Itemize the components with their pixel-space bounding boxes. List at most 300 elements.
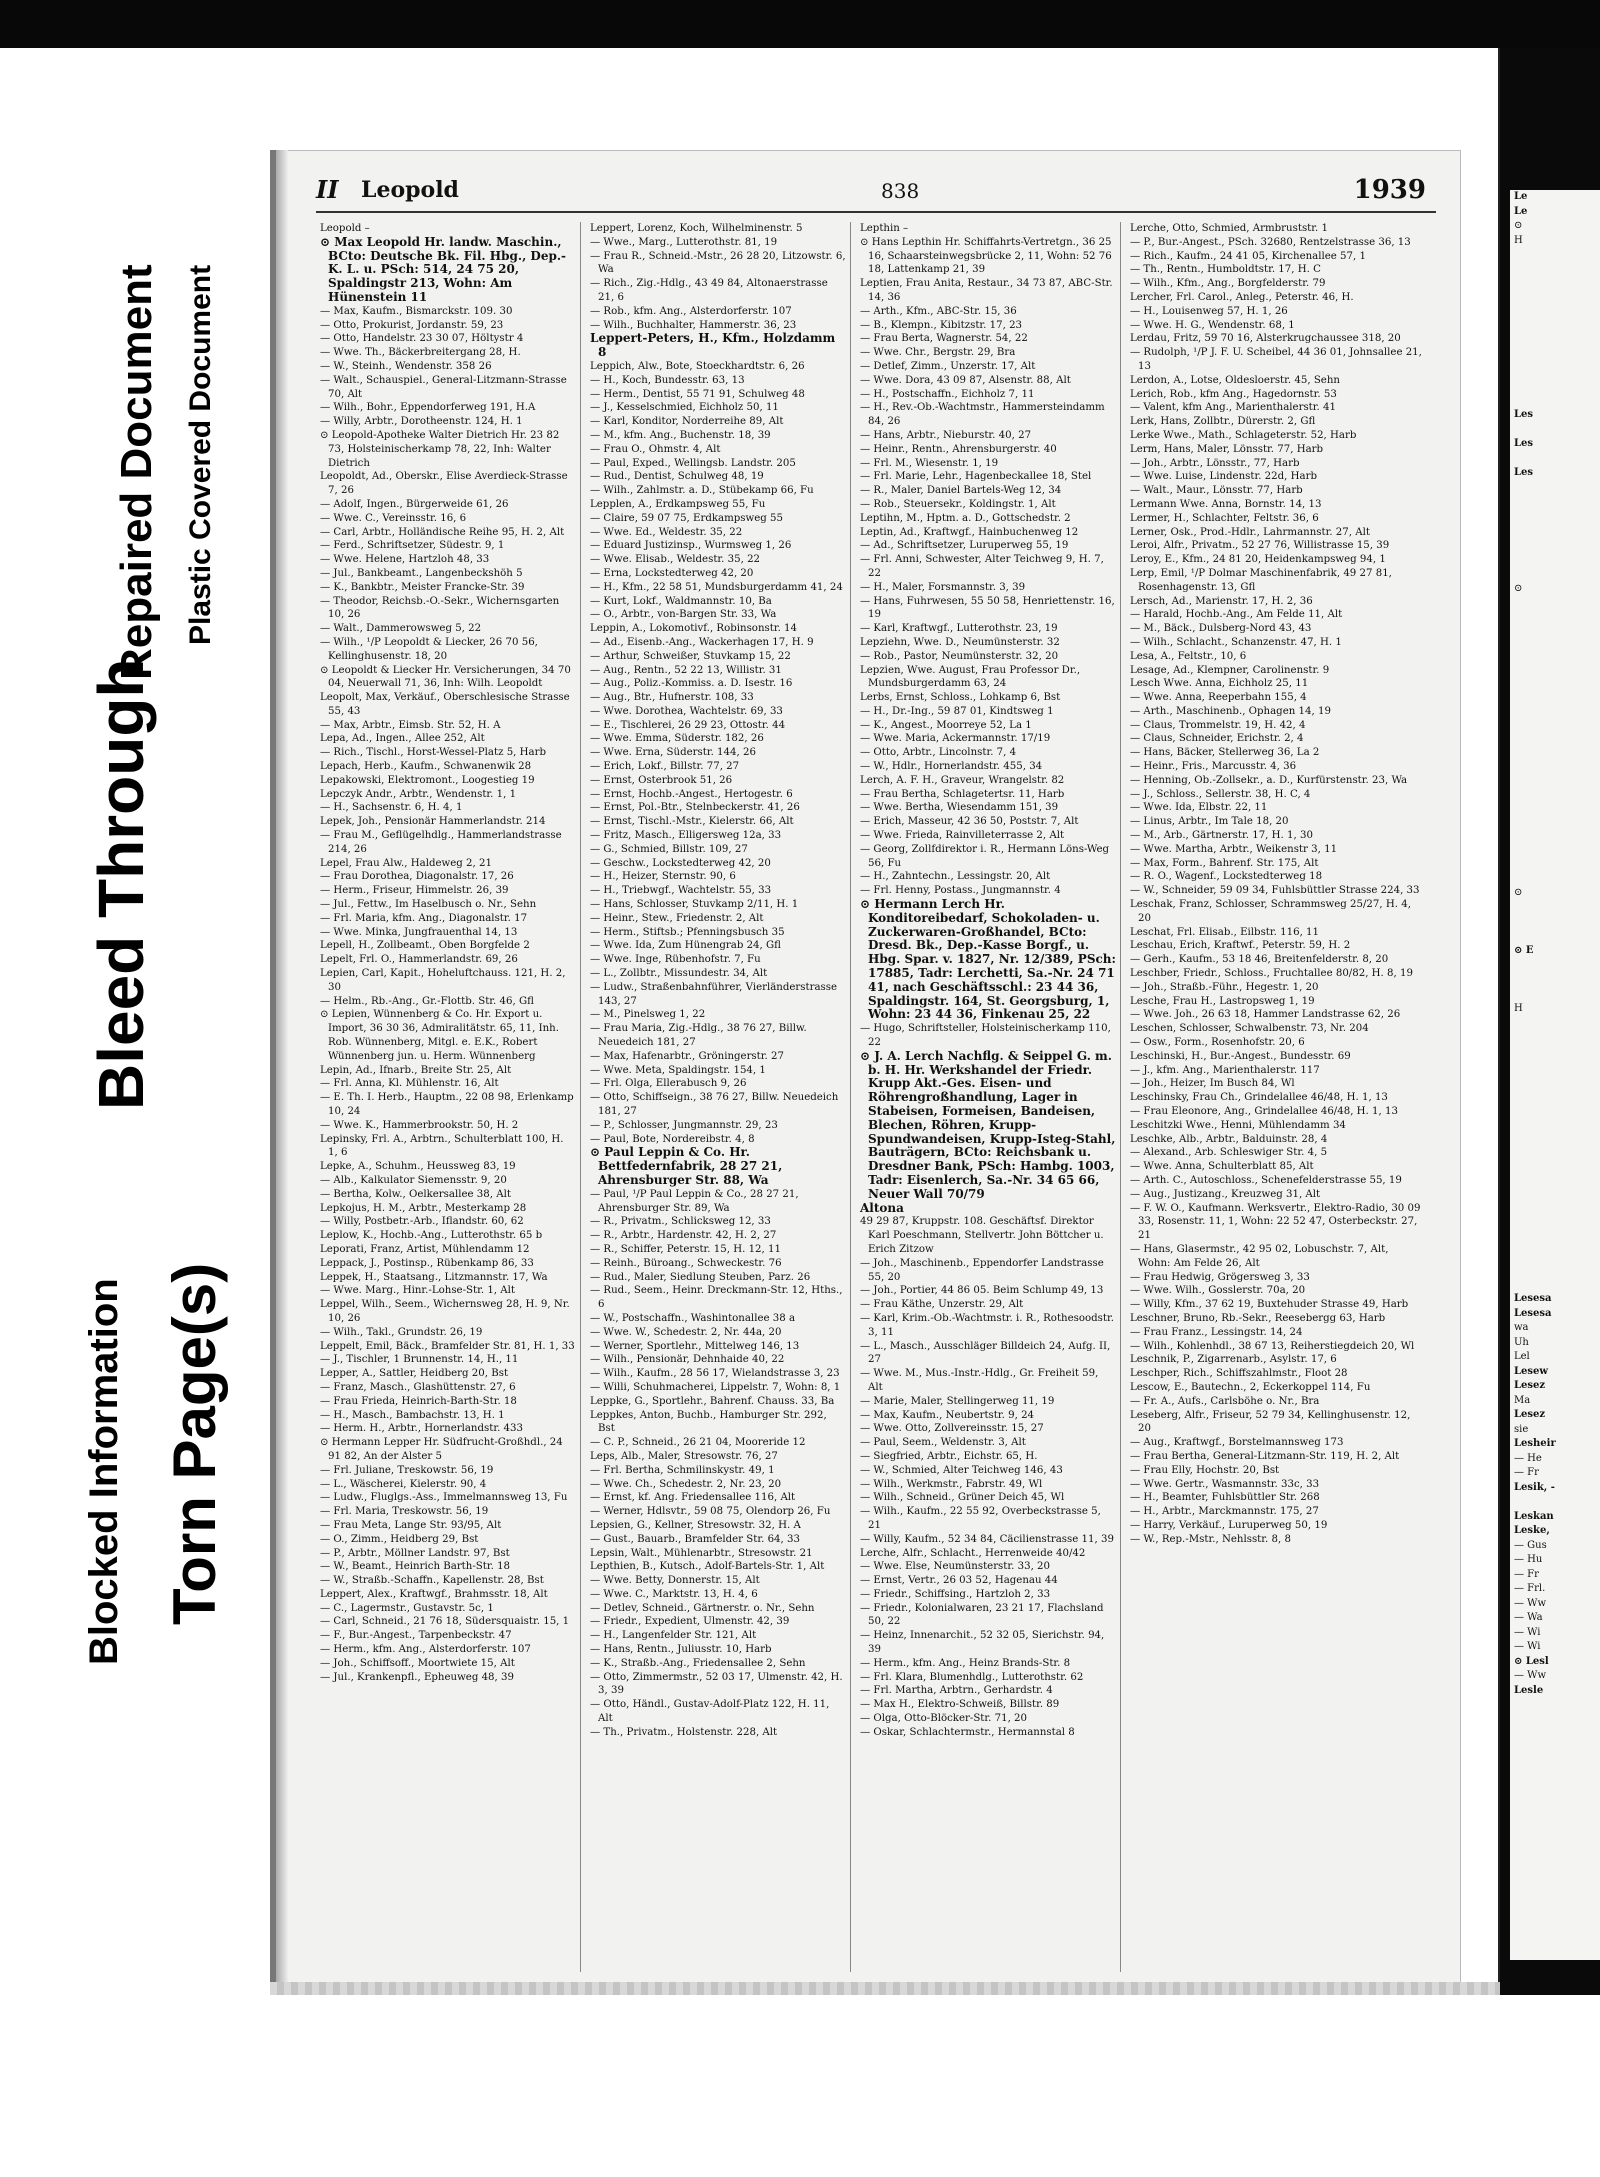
adjacent-page-line: Le xyxy=(1514,205,1528,217)
directory-entry: — H., Louisenweg 57, H. 1, 26 xyxy=(1130,305,1288,317)
directory-entry: — Wilh., Kaufm., 28 56 17, Wielandstrasse 3, 23 xyxy=(590,1368,840,1380)
directory-entry: — H., Beamter, Fuhlsbüttler Str. 268 xyxy=(1130,1492,1320,1504)
directory-entry: — Jul., Bankbeamt., Langenbeckshöh 5 xyxy=(320,567,523,579)
directory-entry: — Wwe. Joh., 26 63 18, Hammer Landstrasse 62, 26 xyxy=(1130,1009,1401,1021)
directory-entry: — Ernst, Osterbrook 51, 26 xyxy=(590,774,733,786)
directory-entry: Lerner, Osk., Prod.-Hdlr., Lahrmannstr. 27, Alt xyxy=(1130,526,1370,538)
directory-entry: — Ernst, Hochb.-Angest., Hertogestr. 6 xyxy=(590,788,793,800)
adjacent-page-line xyxy=(1510,828,1600,843)
directory-entry: Leroi, Alfr., Privatm., 52 27 76, Willistrasse 15, 39 xyxy=(1130,540,1390,552)
directory-entry: Lepelt, Frl. O., Hammerlandstr. 69, 26 xyxy=(320,954,518,966)
directory-entry: — Wwe. Betty, Donnerstr. 15, Alt xyxy=(590,1575,760,1587)
directory-entry: Lescow, E., Bautechn., 2, Eckerkoppel 114, Fu xyxy=(1130,1381,1371,1393)
directory-entry: Leppert-Peters, H., Kfm., Holzdamm 8 xyxy=(590,331,836,360)
adjacent-page-line xyxy=(1510,538,1600,553)
blank-area-bottom xyxy=(0,1995,1600,2177)
directory-entry: — Wwe. Th., Bäckerbreitergang 28, H. xyxy=(320,347,521,359)
directory-entry: — C., Lagermstr., Gustavstr. 5c, 1 xyxy=(320,1602,494,1614)
directory-entry: — Wilh., ¹/P Leopoldt & Liecker, 26 70 56, Kellinghusenstr. 18, 20 xyxy=(320,636,538,662)
directory-entry: — W., Steinh., Wendenstr. 358 26 xyxy=(320,360,492,372)
page-gutter xyxy=(1498,48,1500,2008)
directory-entry: Lesage, Ad., Klempner, Carolinenstr. 9 xyxy=(1130,664,1330,676)
directory-entry: — Wwe. Anna, Reeperbahn 155, 4 xyxy=(1130,692,1307,704)
directory-entry: — J., Kesselschmied, Eichholz 50, 11 xyxy=(590,402,779,414)
directory-entry: — Wwe. Erna, Süderstr. 144, 26 xyxy=(590,747,756,759)
directory-entry: — Frl. Olga, Ellerabusch 9, 26 xyxy=(590,1078,747,1090)
adjacent-page-line: — He xyxy=(1514,1452,1542,1464)
directory-entry: — Wwe., Marg., Lutterothstr. 81, 19 xyxy=(590,236,778,248)
directory-entry: Lersch, Ad., Marienstr. 17, H. 2, 36 xyxy=(1130,595,1313,607)
column-1 xyxy=(316,222,581,1972)
directory-entry: — H., Postschaffn., Eichholz 7, 11 xyxy=(860,388,1035,400)
directory-entry: — Reinh., Büroang., Schweckestr. 76 xyxy=(590,1257,782,1269)
directory-entry: ⊙ J. A. Lerch Nachflg. & Seippel G. m. b. H. Hr. Werkshandel der Friedr. Krupp Akt.-Ges. Eisen- und Röhrengroßhandlung, Lager in Stabeisen, Formeisen, Bandeisen, Blechen, Röhren, Krupp-Spundwandeisen, Krupp-Isteg-Stahl, Bauträgern, BCto: Reichsbank u. Dresdner Bank, PSch: Hambg. 1003, Tadr: Eisenlerch, Sa.-Nr. 34 65 66, Neuer Wall 70/79 xyxy=(860,1048,1116,1201)
directory-entry: — Wwe. Ch., Schedestr. 2, Nr. 23, 20 xyxy=(590,1478,782,1490)
directory-entry: — Herm., kfm. Ang., Alsterdorferstr. 107 xyxy=(320,1644,531,1656)
directory-entry: Altona xyxy=(860,1200,904,1215)
directory-entry: — Frau Hedwig, Grögersweg 3, 33 xyxy=(1130,1271,1310,1283)
directory-entry: — H., Triebwgf., Wachtelstr. 55, 33 xyxy=(590,885,772,897)
adjacent-page-line xyxy=(1510,1075,1600,1090)
directory-entry: Lerche, Otto, Schmied, Armbruststr. 1 xyxy=(1130,223,1328,234)
directory-entry: — B., Klempn., Kibitzstr. 17, 23 xyxy=(860,319,1023,331)
directory-entry: — Rob., Steuersekr., Koldingstr. 1, Alt xyxy=(860,498,1056,510)
directory-entry: — Walt., Schauspiel., General-Litzmann-Strasse 70, Alt xyxy=(320,374,567,400)
directory-entry: — Heinr., Fris., Marcusstr. 4, 36 xyxy=(1130,761,1297,773)
directory-entry: — Willi, Schuhmacherei, Lippelstr. 7, Wohn: 8, 1 xyxy=(590,1381,841,1393)
adjacent-page-line xyxy=(1510,321,1600,336)
directory-entry: Lepa, Ad., Ingen., Allee 252, Alt xyxy=(320,733,485,745)
directory-entry: Leppek, H., Staatsang., Litzmannstr. 17, Wa xyxy=(320,1271,548,1283)
directory-entry: — Frl. Anna, Kl. Mühlenstr. 16, Alt xyxy=(320,1078,499,1090)
adjacent-page-line xyxy=(1510,596,1600,611)
directory-entry: — Frau Meta, Lange Str. 93/95, Alt xyxy=(320,1519,502,1531)
directory-entry: — Ernst, Tischl.-Mstr., Kielerstr. 66, Alt xyxy=(590,816,794,828)
adjacent-page-line xyxy=(1510,1176,1600,1191)
adjacent-page-line xyxy=(1510,1031,1600,1046)
directory-entry: — Wwe. Else, Neumünsterstr. 33, 20 xyxy=(860,1561,1051,1573)
column-2 xyxy=(586,222,851,1972)
directory-entry: Leseberg, Alfr., Friseur, 52 79 34, Kellinghusenstr. 12, 20 xyxy=(1130,1409,1411,1435)
directory-entry: Lesche, Frau H., Lastropsweg 1, 19 xyxy=(1130,995,1315,1007)
adjacent-page-line xyxy=(1510,1205,1600,1220)
directory-entry: ⊙ Max Leopold Hr. landw. Maschin., BCto: Deutsche Bk. Fil. Hbg., Dep.-K. L. u. PSch: 514, 24 75 20, Spaldingstr 213, Wohn: Am Hünenstein 11 xyxy=(320,234,567,304)
directory-entry: — Wwe. Bertha, Wiesendamm 151, 39 xyxy=(860,802,1059,814)
directory-entry: — H., Koch, Bundesstr. 63, 13 xyxy=(590,374,745,386)
adjacent-page-line: — Gus xyxy=(1514,1539,1547,1551)
directory-entry: — Rudolph, ¹/P J. F. U. Scheibel, 44 36 01, Johnsallee 21, 13 xyxy=(1130,347,1422,372)
adjacent-page-line: Le xyxy=(1514,191,1528,202)
directory-entry: — Karl, Konditor, Norderreihe 89, Alt xyxy=(590,416,784,428)
adjacent-page-line xyxy=(1510,727,1600,742)
directory-entry: Leppack, J., Postinsp., Rübenkamp 86, 33 xyxy=(320,1257,534,1269)
directory-entry: Leschber, Friedr., Schloss., Fruchtallee 80/82, H. 8, 19 xyxy=(1130,968,1413,980)
directory-entry: — W., Hdlr., Hornerlandstr. 455, 34 xyxy=(860,761,1043,773)
directory-entry: Lepel, Frau Alw., Haldeweg 2, 21 xyxy=(320,857,492,869)
directory-entry: — Walt., Maur., Lönsstr. 77, Harb xyxy=(1130,485,1303,497)
adjacent-page-line: ⊙ xyxy=(1514,887,1523,898)
directory-entry: — Bertha, Kolw., Oelkersallee 38, Alt xyxy=(320,1188,511,1200)
directory-entry: — Wwe. Chr., Bergstr. 29, Bra xyxy=(860,347,1016,359)
directory-entry: — Rich., Kaufm., 24 41 05, Kirchenallee 57, 1 xyxy=(1130,250,1366,262)
directory-entry: — Arth., Kfm., ABC-Str. 15, 36 xyxy=(860,305,1017,317)
directory-entry: — P., Schlosser, Jungmannstr. 29, 23 xyxy=(590,1119,778,1131)
directory-entry: — K., Angest., Moorreye 52, La 1 xyxy=(860,719,1032,731)
adjacent-page-line: Ma xyxy=(1514,1394,1531,1406)
directory-entry: — R., Arbtr., Hardenstr. 42, H. 2, 27 xyxy=(590,1230,777,1242)
directory-entry: — Wwe. Luise, Lindenstr. 22d, Harb xyxy=(1130,471,1317,483)
adjacent-page-line: — Fr xyxy=(1514,1467,1539,1478)
directory-entry: — Wwe. Frieda, Rainvilleterrasse 2, Alt xyxy=(860,830,1065,842)
directory-entry: — Willy, Kaufm., 52 34 84, Cäcilienstrasse 11, 39 xyxy=(860,1533,1114,1545)
directory-entry: — Geschw., Lockstedterweg 42, 20 xyxy=(590,857,771,869)
directory-entry: — H., Arbtr., Marckmannstr. 175, 27 xyxy=(1130,1506,1319,1518)
directory-entry: Lerp, Emil, ¹/P Dolmar Maschinenfabrik, 49 27 81, Rosenhagenstr. 13, Gfl xyxy=(1130,567,1392,593)
directory-entry: — Alexand., Arb. Schleswiger Str. 4, 5 xyxy=(1130,1147,1328,1159)
adjacent-page-line xyxy=(1510,1263,1600,1278)
torn-page-edge xyxy=(270,1982,1500,1996)
directory-entry: — H., Zahntechn., Lessingstr. 20, Alt xyxy=(860,871,1051,883)
directory-entry: — Frl. Juliane, Treskowstr. 56, 19 xyxy=(320,1464,494,1476)
directory-entry: Leppert, Alex., Kraftwgf., Brahmsstr. 18, Alt xyxy=(320,1588,548,1600)
directory-entry: Lepach, Herb., Kaufm., Schwanenwik 28 xyxy=(320,761,532,773)
adjacent-page-line: Lesez xyxy=(1514,1380,1546,1391)
directory-entry: Leopoldt, Ad., Oberskr., Elise Averdieck-Strasse 7, 26 xyxy=(320,471,568,497)
directory-entry: Lerdon, A., Lotse, Oldesloerstr. 45, Sehn xyxy=(1130,374,1340,386)
directory-entry: — Wilh., Kaufm., 22 55 92, Overbeckstrasse 5, 21 xyxy=(860,1506,1101,1531)
directory-entry: ⊙ Hans Lepthin Hr. Schiffahrts-Vertretgn., 36 25 16, Schaarsteinwegsbrücke 2, 11, Wohn: 52 76 18, Lattenkamp 21, 39 xyxy=(860,236,1112,276)
directory-entry: — Wilh., Kohlenhdl., 38 67 13, Reiherstiegdeich 20, Wl xyxy=(1130,1340,1415,1352)
directory-entry: — Harald, Hochb.-Ang., Am Felde 11, Alt xyxy=(1130,609,1343,621)
directory-entry: — H., Maler, Forsmannstr. 3, 39 xyxy=(860,581,1026,593)
adjacent-page-line: Les xyxy=(1514,466,1534,478)
directory-entry: — Herm., kfm. Ang., Heinz Brands-Str. 8 xyxy=(860,1657,1071,1669)
directory-entry: — Marie, Maler, Stellingerweg 11, 19 xyxy=(860,1395,1055,1407)
adjacent-page-line xyxy=(1510,988,1600,1003)
directory-entry: Lepthin – xyxy=(860,223,909,234)
directory-entry: — Walt., Dammerowsweg 5, 22 xyxy=(320,623,482,635)
directory-entry: — W., Rep.-Mstr., Nehlsstr. 8, 8 xyxy=(1130,1533,1291,1545)
page-binding-edge xyxy=(276,150,288,1990)
directory-entry: — Rud., Dentist, Schulweg 48, 19 xyxy=(590,471,764,483)
directory-entry: — Linus, Arbtr., Im Tale 18, 20 xyxy=(1130,816,1289,828)
directory-entry: — Ad., Schriftsetzer, Luruperweg 55, 19 xyxy=(860,540,1069,552)
directory-entry: Leppelt, Emil, Bäck., Bramfelder Str. 81, H. 1, 33 xyxy=(320,1340,575,1352)
directory-entry: ⊙ Lepien, Wünnenberg & Co. Hr. Export u. Import, 36 30 36, Admiralitätstr. 65, 11, Inh. Rob. Wünnenberg, Mitgl. e. E.K., Robert Wünnenberg jun. u. Herm. Wünnenberg xyxy=(320,1009,559,1062)
directory-entry: Lermer, H., Schlachter, Feltstr. 36, 6 xyxy=(1130,512,1319,524)
directory-entry: — Joh., Heizer, Im Busch 84, Wl xyxy=(1130,1078,1295,1090)
directory-entry: — R., Privatm., Schlicksweg 12, 33 xyxy=(590,1216,771,1228)
adjacent-page-line xyxy=(1510,1234,1600,1249)
directory-entry: Lesa, A., Feltstr., 10, 6 xyxy=(1130,650,1247,662)
directory-entry: — Heinr., Rentn., Ahrensburgerstr. 40 xyxy=(860,443,1057,455)
directory-entry: — Wwe. Marg., Hinr.-Lohse-Str. 1, Alt xyxy=(320,1285,515,1297)
directory-entry: — Hans, Arbtr., Nieburstr. 40, 27 xyxy=(860,429,1032,441)
adjacent-page-line xyxy=(1510,1191,1600,1206)
directory-entry: — W., Postschaffn., Washintonallee 38 a xyxy=(590,1312,796,1324)
adjacent-page-line: Lesew xyxy=(1514,1365,1548,1377)
directory-entry: — Frl. Anni, Schwester, Alter Teichweg 9, H. 7, 22 xyxy=(860,554,1104,579)
directory-entry: Lerich, Rob., kfm Ang., Hagedornstr. 53 xyxy=(1130,388,1337,400)
adjacent-page-line xyxy=(1510,1017,1600,1032)
adjacent-page-line xyxy=(1510,263,1600,278)
directory-entry: Lepek, Joh., Pensionär Hammerlandstr. 214 xyxy=(320,816,546,828)
directory-entry: — Frau Elly, Hochstr. 20, Bst xyxy=(1130,1464,1280,1476)
directory-entry: — Ernst, kf. Ang. Friedensallee 116, Alt xyxy=(590,1492,796,1504)
directory-entry: — Kurt, Lokf., Waldmannstr. 10, Ba xyxy=(590,595,772,607)
directory-entry: — Frl. Henny, Postass., Jungmannstr. 4 xyxy=(860,885,1061,897)
directory-entry: — Ludw., Straßenbahnführer, Vierländerstrasse 143, 27 xyxy=(590,981,838,1007)
directory-entry: — E., Tischlerei, 26 29 23, Ottostr. 44 xyxy=(590,719,786,731)
directory-entry: — Frau Bertha, General-Litzmann-Str. 119, H. 2, Alt xyxy=(1130,1450,1400,1462)
directory-entry: — Valent, kfm Ang., Marienthalerstr. 41 xyxy=(1130,402,1336,414)
adjacent-page-line: H xyxy=(1514,234,1523,246)
directory-entry: Leschau, Erich, Kraftwf., Peterstr. 59, H. 2 xyxy=(1130,940,1351,952)
adjacent-page-line xyxy=(1510,843,1600,858)
directory-entry: — Ernst, Pol.-Btr., Stelnbeckerstr. 41, 26 xyxy=(590,802,800,814)
adjacent-page-line: ⊙ Lesl xyxy=(1514,1655,1549,1667)
directory-entry: Lepthien, B., Kutsch., Adolf-Bartels-Str. 1, Alt xyxy=(590,1561,825,1573)
directory-entry: — F. W. O., Kaufmann. Werksvertr., Elektro-Radio, 30 09 33, Rosenstr. 11, 1, Wohn: 22 52 47, Osterbeckstr. 27, 21 xyxy=(1130,1202,1421,1242)
directory-entry: — Fritz, Masch., Elligersweg 12a, 33 xyxy=(590,830,782,842)
directory-entry: — Wilh., Zahlmstr. a. D., Stübekamp 66, Fu xyxy=(590,485,814,497)
directory-entry: — Wwe. C., Marktstr. 13, H. 4, 6 xyxy=(590,1588,758,1600)
directory-entry: — Herm. H., Arbtr., Hornerlandstr. 433 xyxy=(320,1423,524,1435)
directory-entry: — Frau Eleonore, Ang., Grindelallee 46/48, H. 1, 13 xyxy=(1130,1106,1398,1117)
adjacent-page-line xyxy=(1510,509,1600,524)
directory-entry: — Wwe. M., Mus.-Instr.-Hdlg., Gr. Freiheit 59, Alt xyxy=(860,1368,1099,1393)
directory-entry: Leschnik, P., Zigarrenarb., Asylstr. 17, 6 xyxy=(1130,1354,1337,1366)
directory-entry: — Otto, Schiffseign., 38 76 27, Billw. Neuedeich 181, 27 xyxy=(590,1092,839,1117)
directory-entry: — Otto, Handelstr. 23 30 07, Höltystr 4 xyxy=(320,333,524,345)
directory-entry: — Hans, Rentn., Juliusstr. 10, Harb xyxy=(590,1644,772,1656)
adjacent-page-line: — Wa xyxy=(1514,1612,1543,1623)
adjacent-page-line xyxy=(1510,1220,1600,1235)
directory-entry: — Wilh., Kfm., Ang., Borgfelderstr. 79 xyxy=(1130,278,1326,290)
directory-entry: Lepsin, Walt., Mühlenarbtr., Stresowstr. 21 xyxy=(590,1547,813,1559)
directory-entry: — Wwe. Elisab., Weldestr. 35, 22 xyxy=(590,554,761,566)
directory-entry: — Wilh., Schneid., Grüner Deich 45, Wl xyxy=(860,1492,1065,1504)
directory-entry: — Olga, Otto-Blöcker-Str. 71, 20 xyxy=(860,1713,1028,1725)
directory-entry: — Frl. Klara, Blumenhdlg., Lutterothstr. 62 xyxy=(860,1671,1084,1683)
directory-entry: Leppin, A., Lokomotivf., Robinsonstr. 14 xyxy=(590,623,798,635)
directory-entry: — Wwe. W., Schedestr. 2, Nr. 44a, 20 xyxy=(590,1326,782,1338)
directory-entry: — Otto, Prokurist, Jordanstr. 59, 23 xyxy=(320,319,504,331)
directory-year: 1939 xyxy=(1353,175,1426,205)
directory-entry: — Jul., Krankenpfl., Epheuweg 48, 39 xyxy=(320,1671,514,1683)
directory-entry: Leopolt, Max, Verkäuf., Oberschlesische Strasse 55, 43 xyxy=(320,692,570,717)
directory-entry: — Detlev, Schneid., Gärtnerstr. o. Nr., Sehn xyxy=(590,1602,815,1614)
directory-entry: — Joh., Arbtr., Lönsstr., 77, Harb xyxy=(1130,457,1300,469)
directory-entry: — Willy, Arbtr., Dorotheenstr. 124, H. 1 xyxy=(320,416,523,428)
directory-entry: Lepakowski, Elektromont., Loogestieg 19 xyxy=(320,774,535,786)
directory-entry: — Hans, Glasermstr., 42 95 02, Lobuschstr. 7, Alt, Wohn: Am Felde 26, Alt xyxy=(1130,1243,1389,1269)
directory-entry: Leptihn, M., Hptm. a. D., Gottschedstr. 2 xyxy=(860,512,1071,524)
directory-entry: Leppert, Lorenz, Koch, Wilhelminenstr. 5 xyxy=(590,223,803,234)
directory-entry: Lerke Wwe., Math., Schlageterstr. 52, Harb xyxy=(1130,429,1357,441)
adjacent-page-line xyxy=(1510,683,1600,698)
directory-entry: — Frl. Martha, Arbtrn., Gerhardstr. 4 xyxy=(860,1685,1053,1697)
directory-entry: — Wwe. Gertr., Wasmannstr. 33c, 33 xyxy=(1130,1478,1320,1490)
label-repaired-document: Repaired Document xyxy=(112,264,161,680)
directory-entry: — Aug., Poliz.-Kommiss. a. D. Isestr. 16 xyxy=(590,678,793,690)
directory-entry: — Frau Frieda, Heinrich-Barth-Str. 18 xyxy=(320,1395,517,1407)
adjacent-page-line xyxy=(1510,1118,1600,1133)
directory-entry: — O., Arbtr., von-Bargen Str. 33, Wa xyxy=(590,609,777,621)
directory-entry: — Max, Kaufm., Neubertstr. 9, 24 xyxy=(860,1409,1035,1421)
directory-entry: — H., Dr.-Ing., 59 87 01, Kindtsweg 1 xyxy=(860,705,1054,717)
directory-entry: Lepin, Ad., Ifnarb., Breite Str. 25, Alt xyxy=(320,1064,512,1076)
directory-entry: — H., Rev.-Ob.-Wachtmstr., Hammersteindamm 84, 26 xyxy=(860,402,1105,428)
directory-entry: — J., Schloss., Sellerstr. 38, H. C, 4 xyxy=(1130,788,1311,800)
adjacent-page-line xyxy=(1510,393,1600,408)
directory-entry: — Karl, Kraftwgf., Lutterothstr. 23, 19 xyxy=(860,623,1058,635)
adjacent-page-line xyxy=(1510,379,1600,394)
directory-entry: — Franz, Masch., Glashüttenstr. 27, 6 xyxy=(320,1381,516,1393)
adjacent-page-line xyxy=(1510,567,1600,582)
directory-entry: — Frau R., Schneid.-Mstr., 26 28 20, Litzowstr. 6, Wa xyxy=(590,250,846,276)
adjacent-page-line xyxy=(1510,1060,1600,1075)
directory-entry: Leschak, Franz, Schlosser, Schrammsweg 25/27, H. 4, 20 xyxy=(1130,899,1411,924)
directory-entry: — Claire, 59 07 75, Erdkampsweg 55 xyxy=(590,512,783,524)
directory-entry: — F., Bur.-Angest., Tarpenbeckstr. 47 xyxy=(320,1630,512,1642)
directory-entry: — Max, Kaufm., Bismarckstr. 109. 30 xyxy=(320,305,513,317)
directory-entry: — Arth., Maschinenb., Ophagen 14, 19 xyxy=(1130,705,1331,717)
adjacent-page-line xyxy=(1510,1147,1600,1162)
adjacent-page-fragment xyxy=(1510,190,1600,1960)
adjacent-page-line xyxy=(1510,654,1600,669)
header-keyword: Leopold xyxy=(361,177,459,203)
directory-entry: — Frau Bertha, Schlagetertsr. 11, Harb xyxy=(860,788,1065,800)
directory-entry: — Rud., Seem., Heinr. Dreckmann-Str. 12, Hths., 6 xyxy=(590,1285,843,1311)
directory-entry: Lerbs, Ernst, Schloss., Lohkamp 6, Bst xyxy=(860,692,1061,704)
directory-entry: — Arth. C., Autoschloss., Schenefelderstrasse 55, 19 xyxy=(1130,1174,1402,1186)
adjacent-page-line xyxy=(1510,480,1600,495)
directory-entry: Leopold – xyxy=(320,223,370,234)
directory-entry: — M., kfm. Ang., Buchenstr. 18, 39 xyxy=(590,429,771,441)
directory-entry: — Werner, Hdlsvtr., 59 08 75, Olendorp 26, Fu xyxy=(590,1506,831,1518)
adjacent-page-line xyxy=(1510,1133,1600,1148)
directory-entry: — Georg, Zollfdirektor i. R., Hermann Löns-Weg 56, Fu xyxy=(860,843,1110,869)
directory-entry: — M., Arb., Gärtnerstr. 17, H. 1, 30 xyxy=(1130,830,1313,842)
directory-entry: — Wwe. Otto, Zollvereinsstr. 15, 27 xyxy=(860,1423,1044,1435)
directory-entry: Lepper, A., Sattler, Heidberg 20, Bst xyxy=(320,1368,509,1380)
directory-entry: — Theodor, Reichsb.-O.-Sekr., Wichernsgarten 10, 26 xyxy=(320,595,560,621)
directory-entry: — Jul., Fettw., Im Haselbusch o. Nr., Sehn xyxy=(320,899,537,911)
directory-entry: — Joh., Portier, 44 86 05. Beim Schlump 49, 13 xyxy=(860,1285,1104,1297)
directory-entry: — Frl. Maria, kfm. Ang., Diagonalstr. 17 xyxy=(320,912,528,924)
adjacent-page-line: wa xyxy=(1514,1322,1529,1333)
adjacent-page-line: — Fr xyxy=(1514,1568,1539,1580)
directory-entry: — W., Schmied, Alter Teichweg 146, 43 xyxy=(860,1464,1063,1476)
adjacent-page-line xyxy=(1510,524,1600,539)
directory-entry: — Hugo, Schriftsteller, Holsteinischerkamp 110, 22 xyxy=(860,1023,1111,1049)
directory-entry: — J., kfm. Ang., Marienthalerstr. 117 xyxy=(1130,1064,1320,1076)
directory-entry: Lerdau, Fritz, 59 70 16, Alsterkrugchaussee 318, 20 xyxy=(1130,333,1401,345)
adjacent-page-line: Les xyxy=(1514,437,1534,449)
directory-entry: — Rob., kfm. Ang., Alsterdorferstr. 107 xyxy=(590,305,792,317)
directory-entry: — Wwe. Dora, 43 09 87, Alsenstr. 88, Alt xyxy=(860,374,1071,386)
directory-entry: — Harry, Verkäuf., Luruperweg 50, 19 xyxy=(1130,1519,1328,1531)
directory-entry: — Ad., Eisenb.-Ang., Wackerhagen 17, H. 9 xyxy=(590,636,814,648)
directory-entry: — Henning, Ob.-Zollsekr., a. D., Kurfürstenstr. 23, Wa xyxy=(1130,774,1408,786)
directory-entry: — Wilh., Schlacht., Schanzenstr. 47, H. 1 xyxy=(1130,636,1342,648)
directory-entry: — Aug., Justizang., Kreuzweg 31, Alt xyxy=(1130,1188,1321,1200)
adjacent-page-line xyxy=(1510,364,1600,379)
adjacent-page-line xyxy=(1510,1278,1600,1293)
directory-entry: — Wwe. Meta, Spaldingstr. 154, 1 xyxy=(590,1064,766,1076)
directory-entry: — Frau Maria, Zig.-Hdlg., 38 76 27, Billw. Neuedeich 181, 27 xyxy=(590,1023,807,1049)
adjacent-page-line: — Wi xyxy=(1514,1626,1541,1638)
directory-entry: — Gerh., Kaufm., 53 18 46, Breitenfelderstr. 8, 20 xyxy=(1130,954,1389,966)
directory-entry: — Heinr., Stew., Friedenstr. 2, Alt xyxy=(590,912,764,924)
adjacent-page-line xyxy=(1510,292,1600,307)
page-header xyxy=(316,175,1436,213)
adjacent-page-line xyxy=(1510,857,1600,872)
directory-entry: Lepzien, Wwe. August, Frau Professor Dr., Mundsburgerdamm 63, 24 xyxy=(860,664,1081,690)
directory-entry: ⊙ Leopoldt & Liecker Hr. Versicherungen, 34 70 04, Neuerwall 71, 36, Inh: Wilh. Leopoldt xyxy=(320,664,571,690)
directory-entry: — C. P., Schneid., 26 21 04, Mooreride 12 xyxy=(590,1437,806,1449)
directory-entry: — Wwe. Ida, Elbstr. 22, 11 xyxy=(1130,802,1268,814)
directory-entry: — Herm., Dentist, 55 71 91, Schulweg 48 xyxy=(590,388,805,400)
directory-entry: — Frau Käthe, Unzerstr. 29, Alt xyxy=(860,1299,1024,1311)
directory-entry: Lerm, Hans, Maler, Lönsstr. 77, Harb xyxy=(1130,443,1324,455)
adjacent-page-line: — Ww xyxy=(1514,1597,1547,1609)
directory-entry: — R., Maler, Daniel Bartels-Weg 12, 34 xyxy=(860,485,1062,497)
label-torn-pages: Torn Page(s) xyxy=(161,1262,228,1625)
directory-entry: — Erich, Masseur, 42 36 50, Poststr. 7, Alt xyxy=(860,816,1079,828)
directory-entry: — Max H., Elektro-Schweiß, Billstr. 89 xyxy=(860,1699,1060,1711)
directory-entry: — Herm., Stiftsb.; Pfenningsbusch 35 xyxy=(590,926,785,938)
directory-entry: Leptien, Frau Anita, Restaur., 34 73 87, ABC-Str. 14, 36 xyxy=(860,278,1113,303)
directory-entry: Leschner, Bruno, Rb.-Sekr., Reesebergg 63, Harb xyxy=(1130,1312,1386,1324)
directory-entry: ⊙ Hermann Lepper Hr. Südfrucht-Großhdl., 24 91 82, An der Alster 5 xyxy=(320,1437,563,1462)
adjacent-page-line: — Frl. xyxy=(1514,1583,1546,1594)
directory-entry: — H., Masch., Bambachstr. 13, H. 1 xyxy=(320,1409,505,1421)
directory-entry: — Wwe. C., Vereinsstr. 16, 6 xyxy=(320,512,467,524)
adjacent-page-line xyxy=(1510,698,1600,713)
adjacent-page-line: Lesesa xyxy=(1514,1307,1552,1319)
directory-entry: Leschat, Frl. Elisab., Eilbstr. 116, 11 xyxy=(1130,926,1320,938)
directory-entry: — H., Kfm., 22 58 51, Mundsburgerdamm 41, 24 xyxy=(590,581,843,593)
adjacent-page-line xyxy=(1510,901,1600,916)
directory-entry: — Frl. Bertha, Schmilinskystr. 49, 1 xyxy=(590,1464,775,1476)
directory-entry: — Ernst, Vertr., 26 03 52, Hagenau 44 xyxy=(860,1575,1058,1587)
directory-entry: — Wilh., Werkmstr., Fabrstr. 49, Wl xyxy=(860,1478,1043,1490)
directory-entry: Lepke, A., Schuhm., Heussweg 83, 19 xyxy=(320,1161,516,1173)
directory-entry: Leschinsky, Frau Ch., Grindelallee 46/48, H. 1, 13 xyxy=(1130,1092,1388,1104)
directory-entry: — Arthur, Schweißer, Stuvkamp 15, 22 xyxy=(590,650,791,662)
directory-entry: ⊙ Leopold-Apotheke Walter Dietrich Hr. 23 82 73, Holsteinischerkamp 78, 22, Inh: Walter Dietrich xyxy=(320,429,560,469)
adjacent-page-line: sie xyxy=(1514,1423,1529,1435)
directory-entry: — Wwe. Maria, Ackermannstr. 17/19 xyxy=(860,733,1051,745)
adjacent-page-line: ⊙ xyxy=(1514,220,1523,231)
adjacent-page-line xyxy=(1510,625,1600,640)
adjacent-page-line xyxy=(1510,785,1600,800)
page-number: 838 xyxy=(881,179,920,203)
adjacent-page-line xyxy=(1510,930,1600,945)
directory-entry: — Joh., Maschinenb., Eppendorfer Landstrasse 55, 20 xyxy=(860,1257,1104,1283)
directory-entry: Leschper, Rich., Schiffszahlmstr., Floot 28 xyxy=(1130,1368,1348,1380)
directory-entry: 49 29 87, Kruppstr. 108. Geschäftsf. Direktor Karl Poeschmann, Stellvertr. John Böttcher u. Erich Zitzow xyxy=(860,1216,1104,1255)
directory-entry: — Frau O., Ohmstr. 4, Alt xyxy=(590,443,721,455)
directory-entry: — Karl, Krim.-Ob.-Wachtmstr. i. R., Rothesoodstr. 3, 11 xyxy=(860,1312,1114,1338)
directory-entry: — P., Bur.-Angest., PSch. 32680, Rentzelstrasse 36, 13 xyxy=(1130,236,1411,248)
directory-entry: — Adolf, Ingen., Bürgerweide 61, 26 xyxy=(320,498,509,510)
adjacent-page-line xyxy=(1510,248,1600,263)
adjacent-page-line: — Wi xyxy=(1514,1641,1541,1652)
directory-entry: ⊙ Paul Leppin & Co. Hr. Bettfedernfabrik, 28 27 21, Ahrensburger Str. 88, Wa xyxy=(590,1145,783,1187)
